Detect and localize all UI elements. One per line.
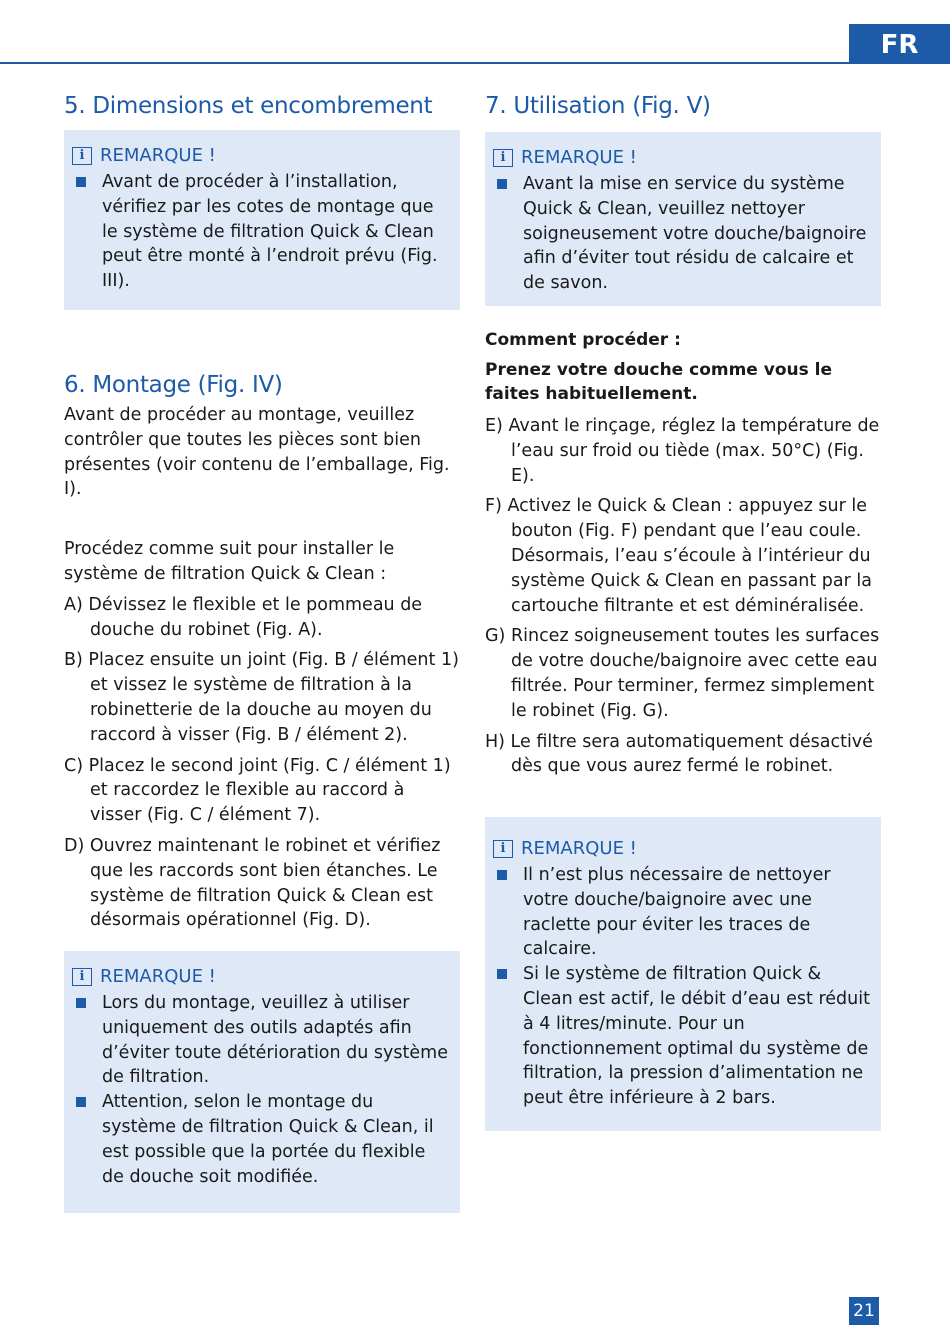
header-rule [0, 62, 850, 64]
usage-steps [485, 328, 881, 785]
note-box-usage-tips [485, 817, 881, 1131]
note-item: Si le système de filtration Quick & Clean est actif, le débit d’eau est réduit à 4 litres/minute. Pour un fonctionnement optimal du système de filtration, la pression d’alimentation ne peut être inférieure à 2 bars. [493, 962, 873, 1111]
note-box-dimensions [64, 130, 460, 310]
section-6-title: 6. Montage (Fig. IV) [64, 372, 283, 398]
note-item: Avant de procéder à l’installation, vérifiez par les cotes de montage que le système de filtration Quick & Clean peut être monté à l’endroit prévu (Fig. III). [72, 170, 452, 294]
note-item: Avant la mise en service du système Quick & Clean, veuillez nettoyer soigneusement votre douche/baignoire afin d’éviter tout résidu de calcaire et de savon. [493, 172, 873, 296]
note-label: REMARQUE ! [521, 838, 637, 859]
section-7-title: 7. Utilisation (Fig. V) [485, 93, 711, 119]
step-d: D) Ouvrez maintenant le robinet et vérifiez que les raccords sont bien étanches. Le système de filtration Quick & Clean est désormais opérationnel (Fig. D). [64, 835, 441, 931]
step-h: H) Le filtre sera automatiquement désactivé dès que vous aurez fermé le robinet. [485, 731, 873, 777]
info-icon: i [493, 149, 513, 167]
info-icon: i [72, 968, 92, 986]
note-label: REMARQUE ! [100, 145, 216, 166]
step-f: F) Activez le Quick & Clean : appuyez sur le bouton (Fig. F) pendant que l’eau coule. Désormais, l’eau s’écoule à l’intérieur du système Quick & Clean en passant par la cartouche filtrante et est déminéralisée. [485, 496, 872, 616]
step-g: G) Rincez soigneusement toutes les surfaces de votre douche/baignoire avec cette eau filtrée. Pour terminer, fermez simplement le robinet (Fig. G). [485, 626, 880, 721]
note-label: REMARQUE ! [100, 966, 216, 987]
note-item: Il n’est plus nécessaire de nettoyer votre douche/baignoire avec une raclette pour éviter les traces de calcaire. [493, 863, 873, 962]
section-7 [485, 92, 881, 120]
note-box-utilisation [485, 132, 881, 306]
section-6 [64, 371, 460, 939]
step-a: A) Dévissez le flexible et le pommeau de douche du robinet (Fig. A). [64, 594, 423, 640]
step-e: E) Avant le rinçage, réglez la température de l’eau sur froid ou tiède (max. 50°C) (Fig. E). [485, 416, 880, 486]
step-c: C) Placez le second joint (Fig. C / élément 1) et raccordez le flexible au raccord à visser (Fig. C / élément 7). [64, 755, 451, 826]
how-to-subheading: Prenez votre douche comme vous le faites habituellement. [485, 360, 833, 404]
note-item: Attention, selon le montage du système de filtration Quick & Clean, il est possible que la portée du flexible de douche soit modifiée. [72, 1090, 452, 1189]
how-to-heading: Comment procéder : [485, 330, 681, 350]
language-tab: FR [849, 24, 950, 64]
section-5 [64, 92, 460, 120]
page-number: 21 [849, 1297, 879, 1325]
note-item: Lors du montage, veuillez à utiliser uniquement des outils adaptés afin d’éviter toute détérioration du système de filtration. [72, 991, 452, 1090]
note-box-montage [64, 951, 460, 1213]
section-5-title: 5. Dimensions et encombrement [64, 93, 433, 119]
section-6-intro: Avant de procéder au montage, veuillez contrôler que toutes les pièces sont bien présentes (voir contenu de l’emballage, Fig. I). [64, 405, 450, 500]
section-6-lead: Procédez comme suit pour installer le système de filtration Quick & Clean : [64, 539, 395, 584]
note-label: REMARQUE ! [521, 147, 637, 168]
info-icon: i [72, 147, 92, 165]
step-b: B) Placez ensuite un joint (Fig. B / élément 1) et vissez le système de filtration à la robinetterie de la douche au moyen du raccord à visser (Fig. B / élément 2). [64, 650, 459, 745]
info-icon: i [493, 840, 513, 858]
